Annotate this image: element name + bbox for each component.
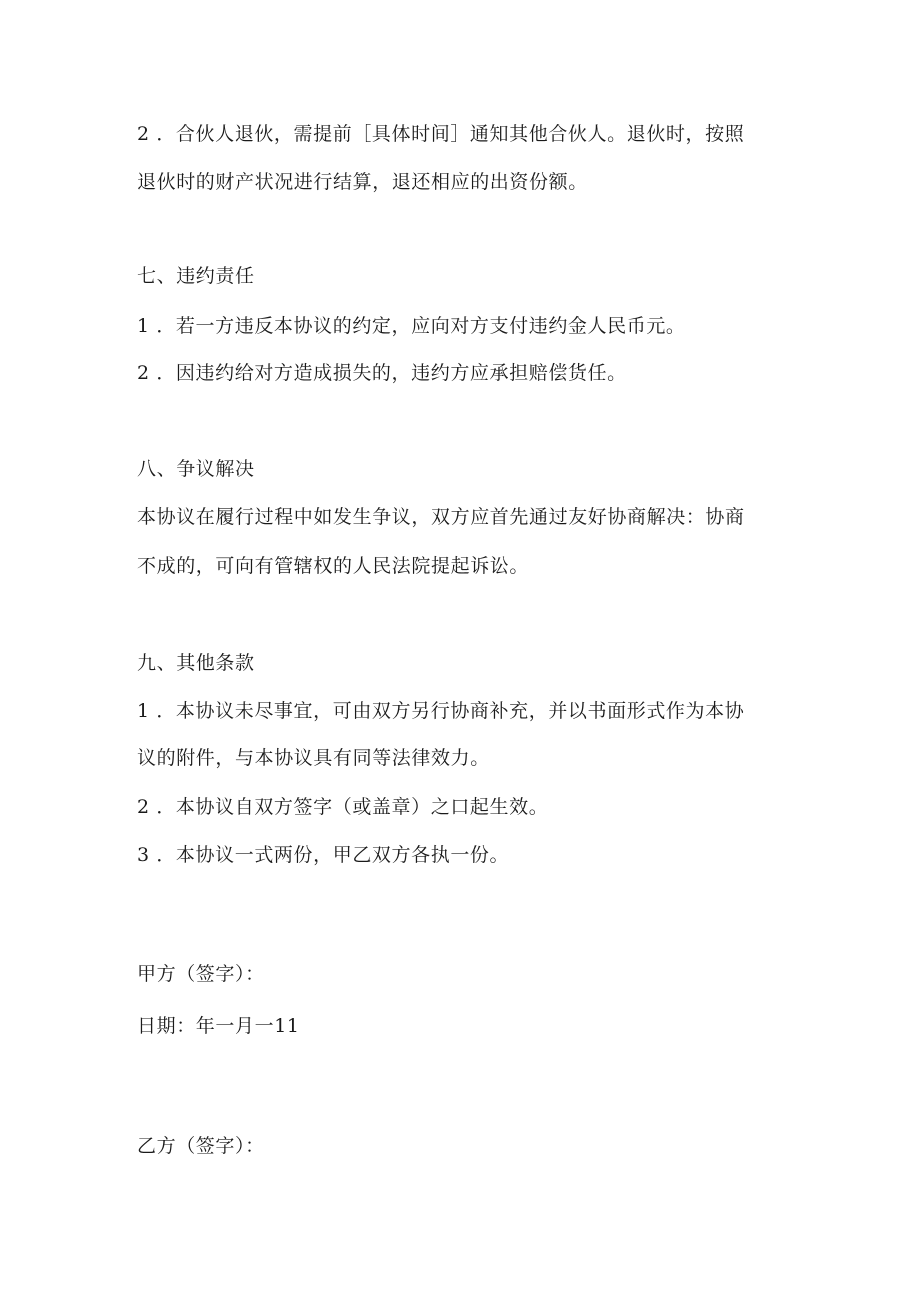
clause-7-2: 2 ．因违约给对方造成损失的，违约方应承担赔偿货任。 bbox=[137, 362, 627, 384]
signature-date-label: 日期：年一月一11 bbox=[137, 1015, 300, 1037]
clause-9-1-line-1: 1 ．本协议未尽事宜，可由双方另行协商补充，并以书面形式作为本协 bbox=[137, 700, 745, 722]
clause-6-2-line-2: 退伙时的财产状况进行结算，退还相应的出资份额。 bbox=[137, 171, 588, 193]
section-7-heading: 七、违约责任 bbox=[137, 265, 255, 287]
party-b-signature-label: 乙方（签字）： bbox=[137, 1135, 265, 1157]
clause-6-2-line-1: 2 ．合伙人退伙，需提前［具体时间］通知其他合伙人。退伙时，按照 bbox=[137, 123, 745, 145]
clause-7-1: 1 ．若一方违反本协议的约定，应向对方支付违约金人民币元。 bbox=[137, 315, 686, 337]
section-8-heading: 八、争议解决 bbox=[137, 458, 255, 480]
party-a-signature-label: 甲方（签字）： bbox=[137, 963, 265, 985]
clause-9-1-line-2: 议的附件，与本协议具有同等法律效力。 bbox=[137, 747, 490, 769]
clause-9-2: 2 ．本协议自双方签字（或盖章）之口起生效。 bbox=[137, 796, 549, 818]
section-8-paragraph-line-1: 本协议在履行过程中如发生争议，双方应首先通过友好协商解决：协商 bbox=[137, 506, 745, 528]
clause-9-3: 3 ．本协议一式两份，甲乙双方各执一份。 bbox=[137, 844, 510, 866]
section-9-heading: 九、其他条款 bbox=[137, 652, 255, 674]
section-8-paragraph-line-2: 不成的，可向有管辖权的人民法院提起诉讼。 bbox=[137, 555, 530, 577]
